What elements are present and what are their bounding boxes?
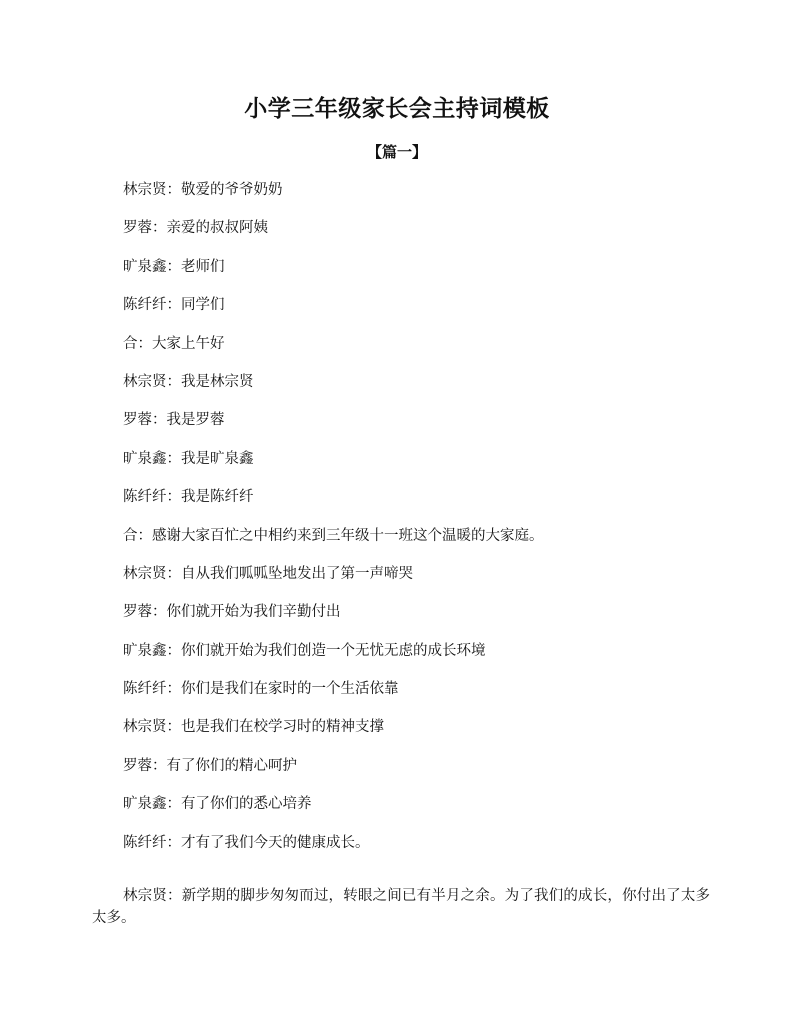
final-paragraph: 林宗贤：新学期的脚步匆匆而过，转眼之间已有半月之余。为了我们的成长，你付出了太多太多。 <box>92 887 710 926</box>
dialogue-line: 林宗贤：我是林宗贤 <box>123 373 254 390</box>
dialogue-line: 罗蓉：你们就开始为我们辛勤付出 <box>123 604 341 621</box>
dialogue-line: 陈纤纤：才有了我们今天的健康成长。 <box>123 834 370 851</box>
dialogue-line: 合：感谢大家百忙之中相约来到三年级十一班这个温暖的大家庭。 <box>123 527 544 544</box>
dialogue-line: 陈纤纤：我是陈纤纤 <box>123 489 254 506</box>
dialogue-line: 罗蓉：我是罗蓉 <box>123 412 225 429</box>
dialogue-line: 罗蓉：亲爱的叔叔阿姨 <box>123 220 268 237</box>
dialogue-line: 旷泉鑫：有了你们的悉心培养 <box>123 796 312 813</box>
dialogue-line: 旷泉鑫：我是旷泉鑫 <box>123 450 254 467</box>
dialogue-line: 旷泉鑫：老师们 <box>123 258 225 275</box>
dialogue-line: 合：大家上午好 <box>123 335 225 352</box>
document-title: 小学三年级家长会主持词模板 <box>244 95 550 122</box>
dialogue-line: 旷泉鑫：你们就开始为我们创造一个无忧无虑的成长环境 <box>123 642 486 659</box>
section-label: 【篇一】 <box>366 143 427 161</box>
dialogue-line: 陈纤纤：同学们 <box>123 297 225 314</box>
dialogue-line: 林宗贤：自从我们呱呱坠地发出了第一声啼哭 <box>123 565 413 582</box>
dialogue-line: 陈纤纤：你们是我们在家时的一个生活依靠 <box>123 681 399 698</box>
dialogue-line: 林宗贤：也是我们在校学习时的精神支撑 <box>123 719 384 736</box>
dialogue-list <box>123 178 723 869</box>
dialogue-line: 林宗贤：敬爱的爷爷奶奶 <box>123 182 283 198</box>
dialogue-line: 罗蓉：有了你们的精心呵护 <box>123 757 297 774</box>
